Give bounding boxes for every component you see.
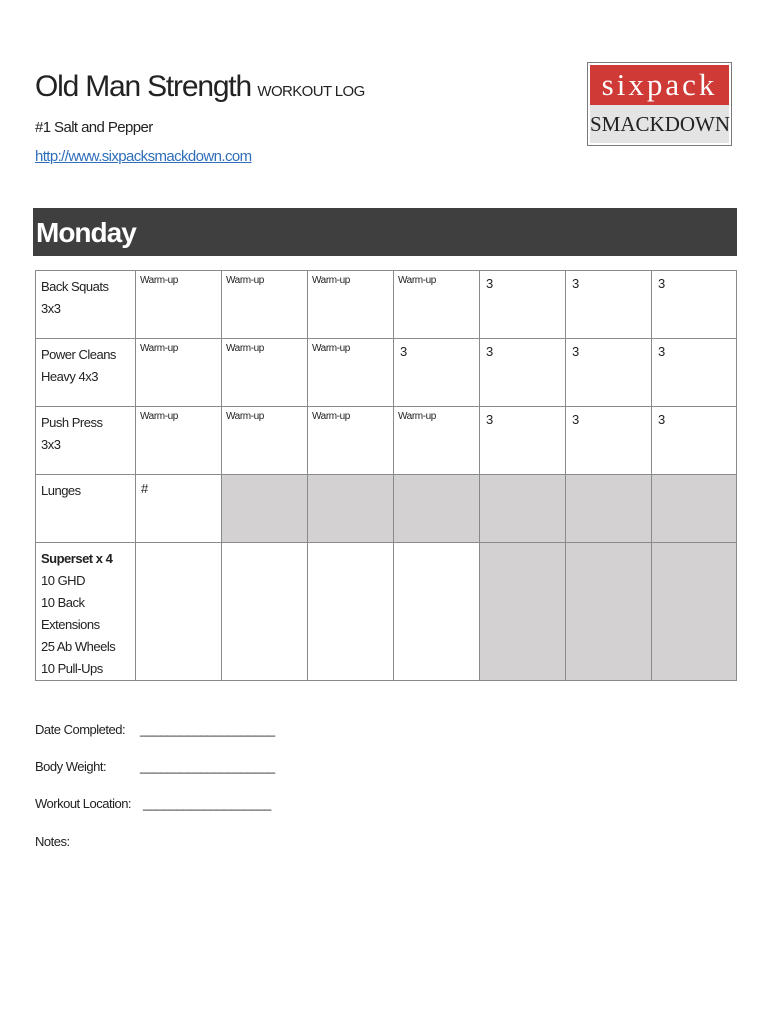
- website-link[interactable]: http://www.sixpacksmackdown.com: [35, 148, 252, 165]
- set-cell[interactable]: 3: [652, 271, 737, 339]
- exercise-cell: [36, 475, 136, 543]
- logo: [587, 62, 732, 146]
- date-completed-label: Date Completed:: [35, 722, 126, 737]
- exercise-scheme: Heavy 4x3: [41, 369, 98, 384]
- set-cell[interactable]: Warm-up: [222, 271, 308, 339]
- superset-item: 10 Pull-Ups: [41, 661, 103, 676]
- set-cell[interactable]: 3: [566, 407, 652, 475]
- set-cell[interactable]: Warm-up: [136, 339, 222, 407]
- day-heading: Monday: [33, 208, 737, 256]
- exercise-scheme: 3x3: [41, 301, 61, 316]
- table-row: [36, 271, 737, 339]
- workout-table: [35, 270, 737, 681]
- set-cell[interactable]: 3: [480, 271, 566, 339]
- set-cell[interactable]: Warm-up: [222, 407, 308, 475]
- set-cell[interactable]: Warm-up: [222, 339, 308, 407]
- set-cell[interactable]: Warm-up: [308, 271, 394, 339]
- set-cell[interactable]: Warm-up: [394, 271, 480, 339]
- set-cell[interactable]: Warm-up: [308, 407, 394, 475]
- set-cell[interactable]: 3: [566, 271, 652, 339]
- workout-location-row: [35, 796, 271, 811]
- table-row: [36, 543, 737, 681]
- exercise-cell: [36, 271, 136, 339]
- title-suffix: WORKOUT LOG: [257, 83, 365, 100]
- set-cell[interactable]: 3: [394, 339, 480, 407]
- shaded-cell: [394, 475, 480, 543]
- subtitle: #1 Salt and Pepper: [35, 119, 153, 136]
- workout-location-field[interactable]: ___________________: [143, 796, 271, 811]
- shaded-cell: [566, 475, 652, 543]
- set-cell[interactable]: Warm-up: [394, 407, 480, 475]
- exercise-name: Back Squats: [41, 279, 109, 294]
- set-cell[interactable]: 3: [652, 407, 737, 475]
- shaded-cell: [566, 543, 652, 681]
- workout-location-label: Workout Location:: [35, 796, 132, 811]
- table-row: [36, 475, 737, 543]
- shaded-cell: [308, 475, 394, 543]
- superset-item: 10 Back Extensions: [41, 595, 100, 632]
- page-title: [35, 70, 365, 104]
- exercise-cell: [36, 543, 136, 681]
- shaded-cell: [480, 543, 566, 681]
- exercise-name: Push Press: [41, 415, 103, 430]
- shaded-cell: [652, 543, 737, 681]
- set-cell[interactable]: 3: [480, 407, 566, 475]
- set-cell[interactable]: 3: [652, 339, 737, 407]
- set-cell[interactable]: 3: [566, 339, 652, 407]
- exercise-cell: [36, 407, 136, 475]
- notes-row: [35, 834, 70, 849]
- superset-item: 10 GHD: [41, 573, 85, 588]
- superset-heading: Superset x 4: [41, 551, 113, 566]
- exercise-scheme: 3x3: [41, 437, 61, 452]
- shaded-cell: [480, 475, 566, 543]
- body-weight-row: [35, 759, 275, 774]
- table-row: [36, 339, 737, 407]
- date-completed-row: [35, 722, 275, 737]
- title-main: Old Man Strength: [35, 70, 251, 103]
- exercise-name: Power Cleans: [41, 347, 116, 362]
- set-cell[interactable]: [222, 543, 308, 681]
- notes-label: Notes:: [35, 834, 70, 849]
- date-completed-field[interactable]: ____________________: [140, 722, 275, 737]
- exercise-cell: [36, 339, 136, 407]
- set-cell[interactable]: #: [136, 475, 222, 543]
- set-cell[interactable]: Warm-up: [136, 271, 222, 339]
- table-row: [36, 407, 737, 475]
- shaded-cell: [222, 475, 308, 543]
- superset-item: 25 Ab Wheels: [41, 639, 116, 654]
- set-cell[interactable]: 3: [480, 339, 566, 407]
- set-cell[interactable]: Warm-up: [136, 407, 222, 475]
- logo-bottom-text: SMACKDOWN: [590, 105, 729, 143]
- set-cell[interactable]: [136, 543, 222, 681]
- set-cell[interactable]: Warm-up: [308, 339, 394, 407]
- body-weight-field[interactable]: ____________________: [140, 759, 275, 774]
- shaded-cell: [652, 475, 737, 543]
- exercise-name: Lunges: [41, 483, 81, 498]
- set-cell[interactable]: [308, 543, 394, 681]
- body-weight-label: Body Weight:: [35, 759, 107, 774]
- set-cell[interactable]: [394, 543, 480, 681]
- logo-top-text: sixpack: [590, 65, 729, 105]
